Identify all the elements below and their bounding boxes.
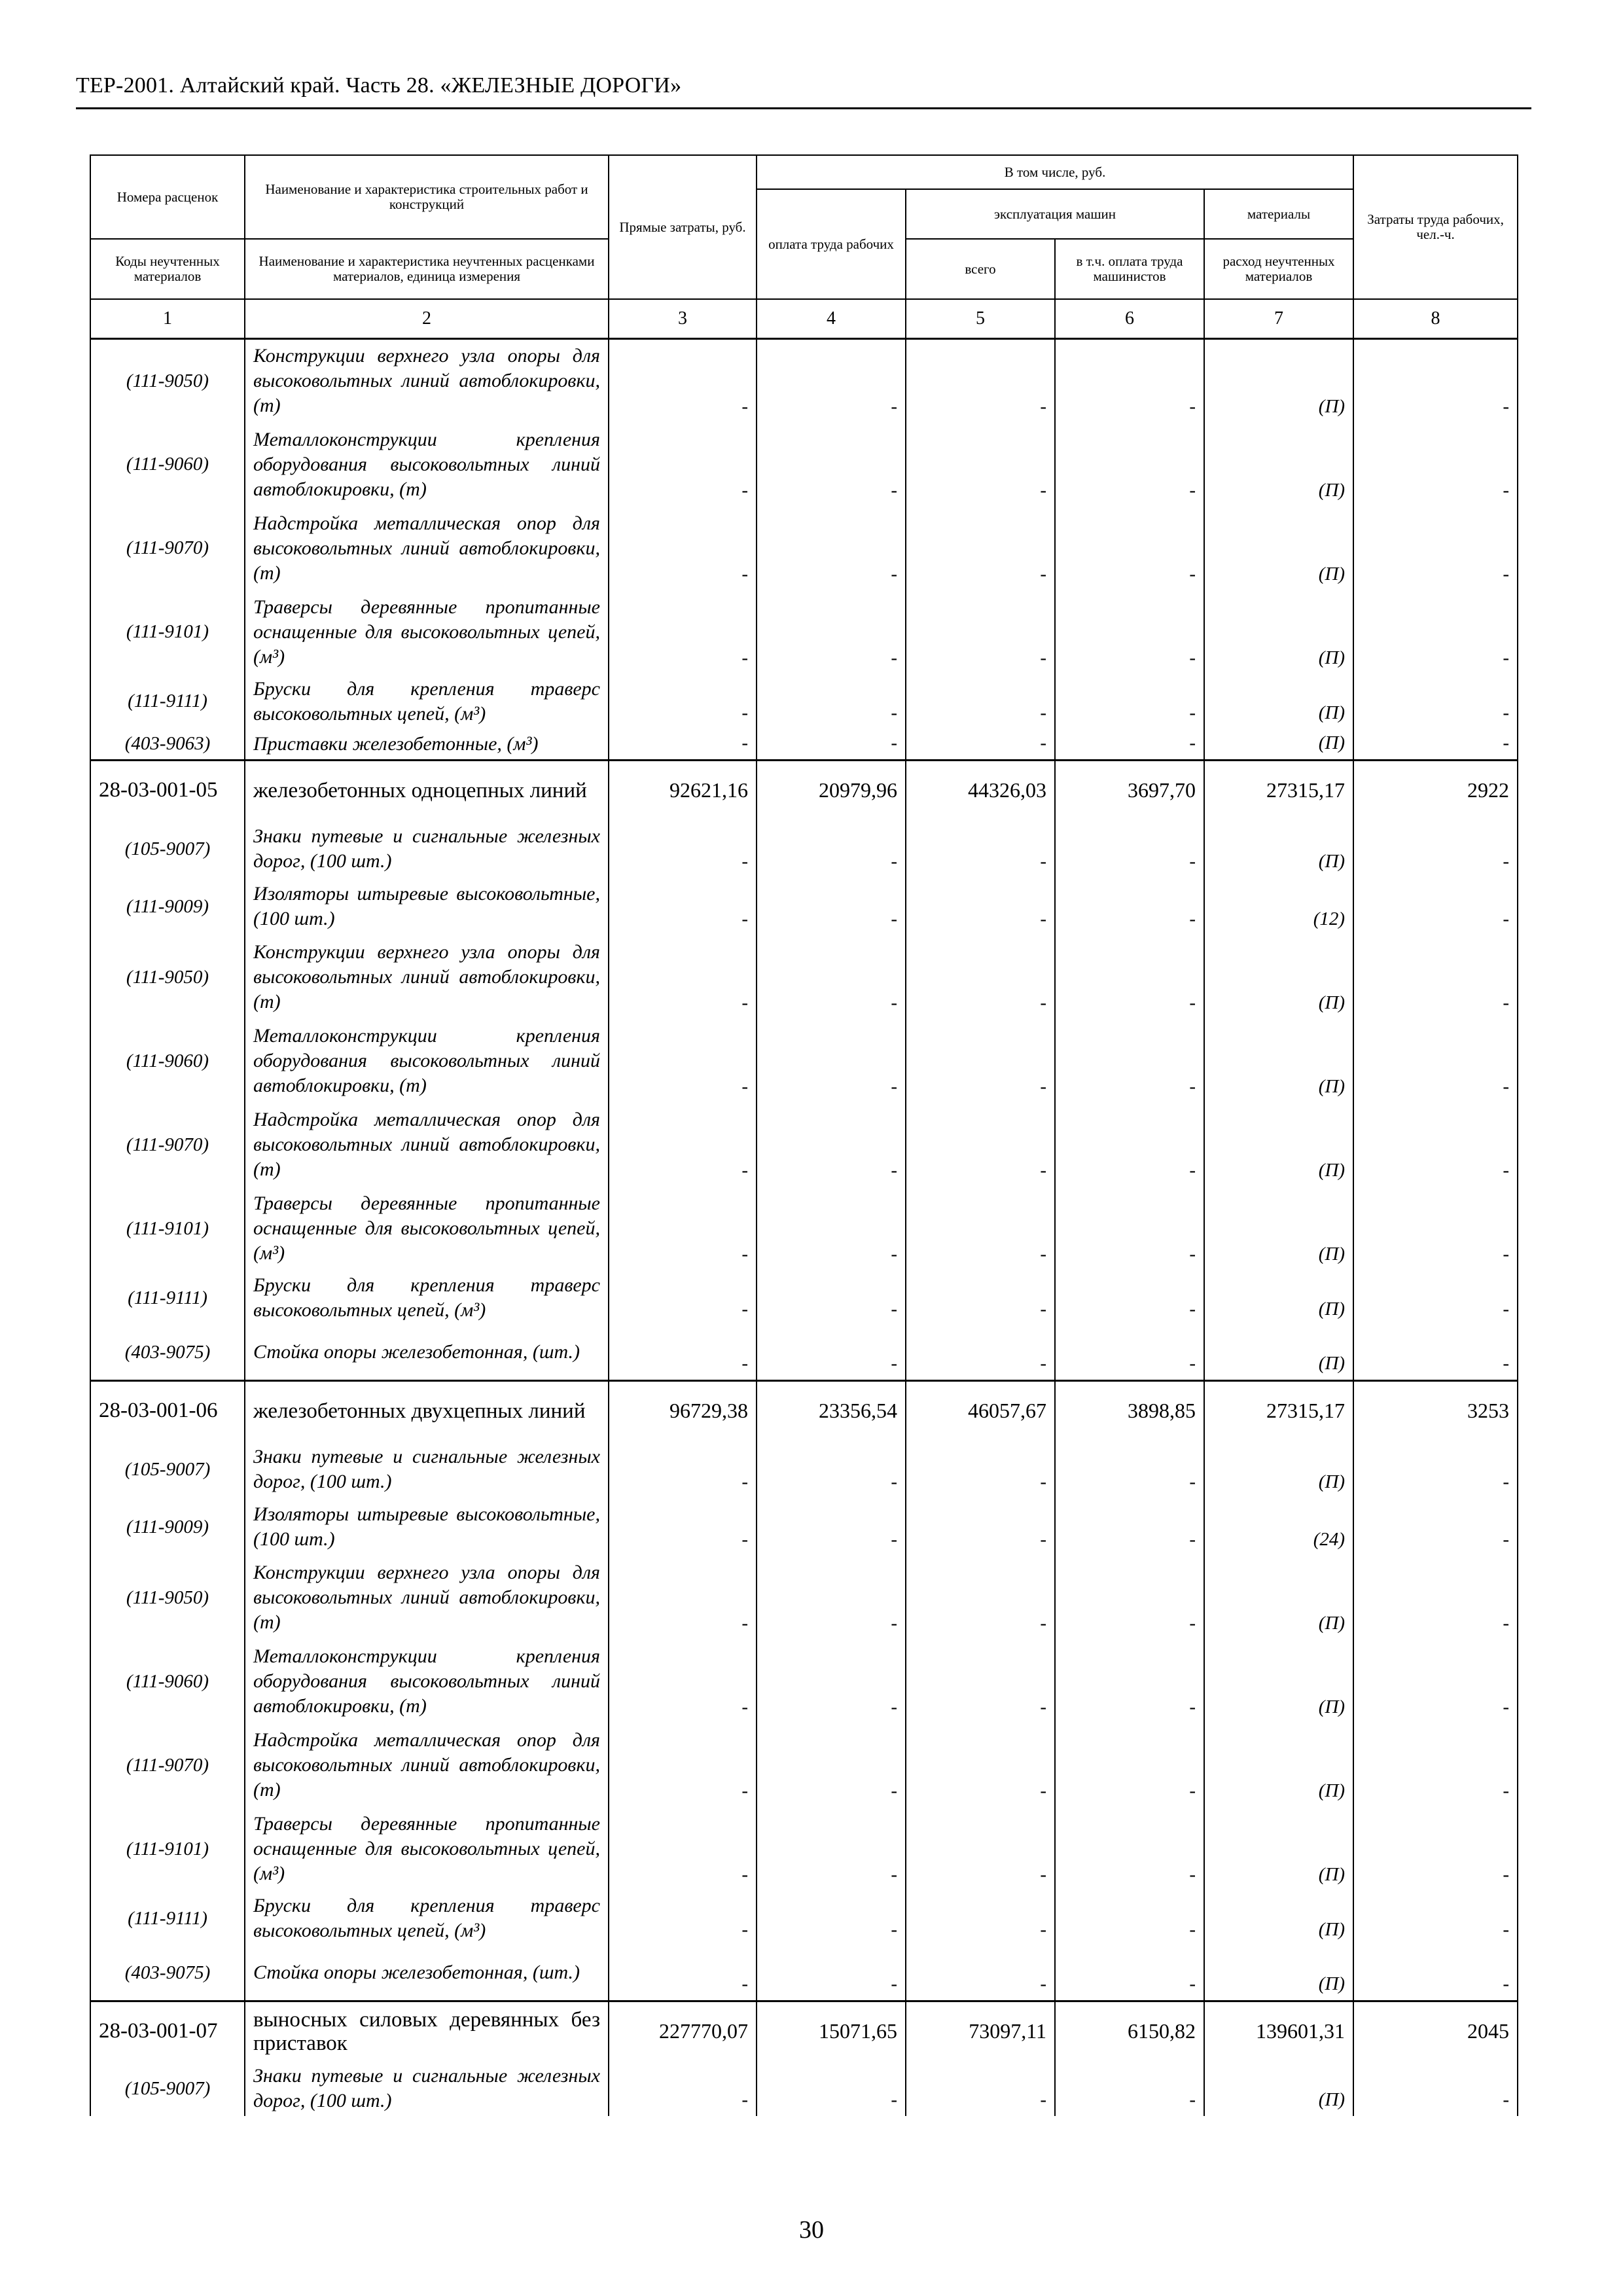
materials-value: (П) (1204, 507, 1353, 590)
labor-costs-value: - (1353, 1723, 1518, 1807)
materials-value: (П) (1204, 1187, 1353, 1270)
running-head: ТЕР-2001. Алтайский край. Часть 28. «ЖЕЛЕЗНЫЕ ДОРОГИ» (76, 73, 682, 98)
direct-costs-value: 96729,38 (609, 1380, 757, 1441)
machinist-pay-value: - (1055, 2061, 1204, 2116)
material-code: (111-9101) (90, 1187, 245, 1270)
labor-costs-value: - (1353, 1498, 1518, 1556)
material-row (90, 1556, 1518, 1640)
labor-costs-value: - (1353, 1187, 1518, 1270)
materials-value: (П) (1204, 1103, 1353, 1187)
machines-total-value: - (906, 1640, 1055, 1723)
material-code: (111-9050) (90, 935, 245, 1019)
materials-value: (П) (1204, 729, 1353, 761)
machines-total-value: - (906, 1556, 1055, 1640)
direct-costs-value: - (609, 674, 757, 729)
header-work-name: Наименование и характеристика строительных работ и конструкций (245, 155, 609, 239)
material-row (90, 878, 1518, 935)
worker-pay-value: - (757, 2061, 906, 2116)
direct-costs-value: 227770,07 (609, 2001, 757, 2061)
direct-costs-value: - (609, 1325, 757, 1380)
materials-value: (П) (1204, 1556, 1353, 1640)
direct-costs-value: - (609, 1723, 757, 1807)
material-code: (111-9060) (90, 1640, 245, 1723)
material-code: (105-9007) (90, 2061, 245, 2116)
machines-total-value: - (906, 1019, 1055, 1103)
header-machine-operation: эксплуатация машин (906, 189, 1204, 239)
machinist-pay-value: - (1055, 935, 1204, 1019)
material-row (90, 729, 1518, 761)
machines-total-value: - (906, 339, 1055, 423)
worker-pay-value: - (757, 1498, 906, 1556)
machinist-pay-value: - (1055, 1640, 1204, 1723)
column-number: 4 (757, 299, 906, 339)
materials-value: (П) (1204, 590, 1353, 674)
column-number: 1 (90, 299, 245, 339)
materials-value: (12) (1204, 878, 1353, 935)
rate-code: 28-03-001-06 (90, 1380, 245, 1441)
material-name: Стойка опоры железобетонная, (шт.) (245, 1325, 609, 1380)
machinist-pay-value: - (1055, 1019, 1204, 1103)
materials-value: (П) (1204, 1441, 1353, 1498)
materials-value: (П) (1204, 1807, 1353, 1891)
material-code: (111-9111) (90, 674, 245, 729)
labor-costs-value: - (1353, 820, 1518, 878)
material-name: Надстройка металлическая опор для высоковольтных линий автоблокировки, (т) (245, 1103, 609, 1187)
material-name: Бруски для крепления траверс высоковольтных цепей, (м³) (245, 674, 609, 729)
direct-costs-value: - (609, 820, 757, 878)
labor-costs-value: - (1353, 1270, 1518, 1325)
header-material-names: Наименование и характеристика неучтенных расценками материалов, единица измерения (245, 239, 609, 299)
material-row (90, 1187, 1518, 1270)
machines-total-value: - (906, 1187, 1055, 1270)
header-labor-costs: Затраты труда рабочих, чел.-ч. (1353, 155, 1518, 299)
direct-costs-value: - (609, 1441, 757, 1498)
material-name: Траверсы деревянные пропитанные оснащенные для высоковольтных цепей, (м³) (245, 590, 609, 674)
materials-value: (П) (1204, 1640, 1353, 1723)
material-name: Траверсы деревянные пропитанные оснащенные для высоковольтных цепей, (м³) (245, 1807, 609, 1891)
worker-pay-value: - (757, 423, 906, 507)
rate-row (90, 2001, 1518, 2061)
material-name: Изоляторы штыревые высоковольтные, (100 шт.) (245, 1498, 609, 1556)
direct-costs-value: 92621,16 (609, 760, 757, 820)
direct-costs-value: - (609, 1640, 757, 1723)
material-row (90, 1325, 1518, 1380)
machinist-pay-value: - (1055, 1103, 1204, 1187)
material-row (90, 1019, 1518, 1103)
materials-value: 27315,17 (1204, 1380, 1353, 1441)
materials-value: 139601,31 (1204, 2001, 1353, 2061)
direct-costs-value: - (609, 507, 757, 590)
material-code: (111-9009) (90, 878, 245, 935)
material-code: (105-9007) (90, 820, 245, 878)
materials-value: (П) (1204, 820, 1353, 878)
materials-value: (П) (1204, 339, 1353, 423)
machinist-pay-value: - (1055, 1498, 1204, 1556)
material-name: Конструкции верхнего узла опоры для высоковольтных линий автоблокировки, (т) (245, 935, 609, 1019)
worker-pay-value: - (757, 339, 906, 423)
machinist-pay-value: - (1055, 1723, 1204, 1807)
material-code: (111-9070) (90, 1103, 245, 1187)
rate-name: выносных силовых деревянных без приставок (245, 2001, 609, 2061)
material-name: Знаки путевые и сигнальные железных дорог, (100 шт.) (245, 2061, 609, 2116)
material-name: Изоляторы штыревые высоковольтные, (100 шт.) (245, 878, 609, 935)
header-rule (76, 107, 1531, 109)
material-name: Стойка опоры железобетонная, (шт.) (245, 1946, 609, 2001)
worker-pay-value: 20979,96 (757, 760, 906, 820)
material-name: Бруски для крепления траверс высоковольтных цепей, (м³) (245, 1270, 609, 1325)
machines-total-value: - (906, 1891, 1055, 1946)
labor-costs-value: - (1353, 1441, 1518, 1498)
machinist-pay-value: - (1055, 1270, 1204, 1325)
machines-total-value: - (906, 1498, 1055, 1556)
machines-total-value: - (906, 935, 1055, 1019)
direct-costs-value: - (609, 339, 757, 423)
material-name: Металлоконструкции крепления оборудования высоковольтных линий автоблокировки, (т) (245, 1019, 609, 1103)
direct-costs-value: - (609, 1103, 757, 1187)
material-name: Конструкции верхнего узла опоры для высоковольтных линий автоблокировки, (т) (245, 1556, 609, 1640)
labor-costs-value: - (1353, 2061, 1518, 2116)
material-code: (111-9111) (90, 1891, 245, 1946)
worker-pay-value: - (757, 507, 906, 590)
machinist-pay-value: 6150,82 (1055, 2001, 1204, 2061)
worker-pay-value: 15071,65 (757, 2001, 906, 2061)
material-row (90, 590, 1518, 674)
worker-pay-value: - (757, 1270, 906, 1325)
machines-total-value: - (906, 1325, 1055, 1380)
machines-total-value: - (906, 1270, 1055, 1325)
column-number: 7 (1204, 299, 1353, 339)
material-row (90, 1103, 1518, 1187)
labor-costs-value: 3253 (1353, 1380, 1518, 1441)
materials-value: (24) (1204, 1498, 1353, 1556)
worker-pay-value: - (757, 1556, 906, 1640)
labor-costs-value: 2045 (1353, 2001, 1518, 2061)
materials-value: (П) (1204, 674, 1353, 729)
materials-value: (П) (1204, 1325, 1353, 1380)
header-material-consumption: расход неучтенных материалов (1204, 239, 1353, 299)
rates-table (90, 154, 1518, 2116)
material-code: (111-9101) (90, 590, 245, 674)
material-row (90, 1946, 1518, 2001)
material-row (90, 339, 1518, 423)
worker-pay-value: - (757, 820, 906, 878)
machinist-pay-value: - (1055, 590, 1204, 674)
rate-row (90, 1380, 1518, 1441)
materials-value: (П) (1204, 1019, 1353, 1103)
machinist-pay-value: - (1055, 1325, 1204, 1380)
machines-total-value: - (906, 2061, 1055, 2116)
worker-pay-value: - (757, 1723, 906, 1807)
labor-costs-value: - (1353, 1946, 1518, 2001)
machines-total-value: - (906, 590, 1055, 674)
labor-costs-value: - (1353, 878, 1518, 935)
header-machines-total: всего (906, 239, 1055, 299)
material-code: (111-9050) (90, 339, 245, 423)
rate-row (90, 760, 1518, 820)
machinist-pay-value: - (1055, 820, 1204, 878)
machinist-pay-value: - (1055, 1441, 1204, 1498)
material-row (90, 1891, 1518, 1946)
direct-costs-value: - (609, 590, 757, 674)
machinist-pay-value: - (1055, 878, 1204, 935)
machinist-pay-value: 3898,85 (1055, 1380, 1204, 1441)
machinist-pay-value: - (1055, 1187, 1204, 1270)
material-name: Бруски для крепления траверс высоковольтных цепей, (м³) (245, 1891, 609, 1946)
machinist-pay-value: - (1055, 1807, 1204, 1891)
machinist-pay-value: - (1055, 339, 1204, 423)
labor-costs-value: - (1353, 507, 1518, 590)
labor-costs-value: - (1353, 1807, 1518, 1891)
labor-costs-value: - (1353, 1325, 1518, 1380)
worker-pay-value: - (757, 1187, 906, 1270)
material-row (90, 820, 1518, 878)
material-name: Металлоконструкции крепления оборудования высоковольтных линий автоблокировки, (т) (245, 423, 609, 507)
material-name: Приставки железобетонные, (м³) (245, 729, 609, 761)
direct-costs-value: - (609, 1556, 757, 1640)
labor-costs-value: - (1353, 1019, 1518, 1103)
labor-costs-value: - (1353, 674, 1518, 729)
material-name: Металлоконструкции крепления оборудования высоковольтных линий автоблокировки, (т) (245, 1640, 609, 1723)
direct-costs-value: - (609, 423, 757, 507)
materials-value: (П) (1204, 1946, 1353, 2001)
direct-costs-value: - (609, 1019, 757, 1103)
machines-total-value: - (906, 1946, 1055, 2001)
page-number: 30 (799, 2216, 824, 2244)
column-number: 8 (1353, 299, 1518, 339)
machinist-pay-value: - (1055, 507, 1204, 590)
column-number: 3 (609, 299, 757, 339)
material-row (90, 1270, 1518, 1325)
machinist-pay-value: 3697,70 (1055, 760, 1204, 820)
rate-code: 28-03-001-05 (90, 760, 245, 820)
worker-pay-value: - (757, 674, 906, 729)
material-row (90, 935, 1518, 1019)
column-number: 5 (906, 299, 1055, 339)
table-header (90, 155, 1518, 339)
labor-costs-value: - (1353, 339, 1518, 423)
labor-costs-value: - (1353, 1103, 1518, 1187)
material-name: Надстройка металлическая опор для высоковольтных линий автоблокировки, (т) (245, 1723, 609, 1807)
material-name: Знаки путевые и сигнальные железных дорог, (100 шт.) (245, 820, 609, 878)
machines-total-value: - (906, 674, 1055, 729)
worker-pay-value: - (757, 1103, 906, 1187)
material-code: (403-9075) (90, 1946, 245, 2001)
column-number: 6 (1055, 299, 1204, 339)
rate-code: 28-03-001-07 (90, 2001, 245, 2061)
labor-costs-value: - (1353, 1891, 1518, 1946)
material-name: Надстройка металлическая опор для высоковольтных линий автоблокировки, (т) (245, 507, 609, 590)
material-code: (403-9063) (90, 729, 245, 761)
material-row (90, 1640, 1518, 1723)
material-code: (111-9111) (90, 1270, 245, 1325)
labor-costs-value: - (1353, 1556, 1518, 1640)
worker-pay-value: - (757, 1325, 906, 1380)
labor-costs-value: - (1353, 423, 1518, 507)
header-machinist-pay: в т.ч. оплата труда машинистов (1055, 239, 1204, 299)
worker-pay-value: - (757, 878, 906, 935)
header-worker-pay: оплата труда рабочих (757, 189, 906, 299)
worker-pay-value: 23356,54 (757, 1380, 906, 1441)
direct-costs-value: - (609, 2061, 757, 2116)
material-row (90, 1441, 1518, 1498)
machinist-pay-value: - (1055, 674, 1204, 729)
worker-pay-value: - (757, 1891, 906, 1946)
direct-costs-value: - (609, 1946, 757, 2001)
material-row (90, 1498, 1518, 1556)
header-rate-numbers: Номера расценок (90, 155, 245, 239)
material-name: Конструкции верхнего узла опоры для высоковольтных линий автоблокировки, (т) (245, 339, 609, 423)
material-row (90, 674, 1518, 729)
material-row (90, 423, 1518, 507)
worker-pay-value: - (757, 1640, 906, 1723)
machines-total-value: - (906, 507, 1055, 590)
labor-costs-value: - (1353, 1640, 1518, 1723)
material-code: (403-9075) (90, 1325, 245, 1380)
materials-value: (П) (1204, 935, 1353, 1019)
material-code: (111-9009) (90, 1498, 245, 1556)
worker-pay-value: - (757, 1946, 906, 2001)
machines-total-value: 73097,11 (906, 2001, 1055, 2061)
direct-costs-value: - (609, 729, 757, 761)
labor-costs-value: - (1353, 590, 1518, 674)
machines-total-value: 46057,67 (906, 1380, 1055, 1441)
machines-total-value: 44326,03 (906, 760, 1055, 820)
direct-costs-value: - (609, 1498, 757, 1556)
direct-costs-value: - (609, 1187, 757, 1270)
materials-value: (П) (1204, 2061, 1353, 2116)
material-code: (111-9060) (90, 423, 245, 507)
material-row (90, 1807, 1518, 1891)
table-body (90, 339, 1518, 2117)
materials-value: (П) (1204, 423, 1353, 507)
labor-costs-value: 2922 (1353, 760, 1518, 820)
machinist-pay-value: - (1055, 729, 1204, 761)
machines-total-value: - (906, 729, 1055, 761)
materials-value: (П) (1204, 1891, 1353, 1946)
direct-costs-value: - (609, 935, 757, 1019)
rate-name: железобетонных одноцепных линий (245, 760, 609, 820)
worker-pay-value: - (757, 1441, 906, 1498)
machinist-pay-value: - (1055, 1556, 1204, 1640)
machines-total-value: - (906, 1441, 1055, 1498)
material-name: Траверсы деревянные пропитанные оснащенные для высоковольтных цепей, (м³) (245, 1187, 609, 1270)
labor-costs-value: - (1353, 935, 1518, 1019)
machinist-pay-value: - (1055, 1891, 1204, 1946)
direct-costs-value: - (609, 1807, 757, 1891)
header-including: В том числе, руб. (757, 155, 1353, 189)
material-code: (111-9050) (90, 1556, 245, 1640)
material-row (90, 507, 1518, 590)
material-row (90, 2061, 1518, 2116)
machines-total-value: - (906, 1103, 1055, 1187)
worker-pay-value: - (757, 590, 906, 674)
material-code: (111-9070) (90, 507, 245, 590)
material-code: (111-9060) (90, 1019, 245, 1103)
material-code: (111-9101) (90, 1807, 245, 1891)
rate-name: железобетонных двухцепных линий (245, 1380, 609, 1441)
column-number: 2 (245, 299, 609, 339)
worker-pay-value: - (757, 1807, 906, 1891)
machinist-pay-value: - (1055, 1946, 1204, 2001)
machines-total-value: - (906, 820, 1055, 878)
material-name: Знаки путевые и сигнальные железных дорог, (100 шт.) (245, 1441, 609, 1498)
column-numbers-row (90, 299, 1518, 339)
materials-value: (П) (1204, 1723, 1353, 1807)
material-row (90, 1723, 1518, 1807)
header-direct-costs: Прямые затраты, руб. (609, 155, 757, 299)
machines-total-value: - (906, 1723, 1055, 1807)
direct-costs-value: - (609, 1891, 757, 1946)
header-materials: материалы (1204, 189, 1353, 239)
material-code: (111-9070) (90, 1723, 245, 1807)
worker-pay-value: - (757, 1019, 906, 1103)
materials-value: 27315,17 (1204, 760, 1353, 820)
materials-value: (П) (1204, 1270, 1353, 1325)
material-code: (105-9007) (90, 1441, 245, 1498)
machines-total-value: - (906, 1807, 1055, 1891)
labor-costs-value: - (1353, 729, 1518, 761)
machines-total-value: - (906, 423, 1055, 507)
worker-pay-value: - (757, 935, 906, 1019)
machinist-pay-value: - (1055, 423, 1204, 507)
direct-costs-value: - (609, 1270, 757, 1325)
worker-pay-value: - (757, 729, 906, 761)
direct-costs-value: - (609, 878, 757, 935)
header-material-codes: Коды неучтенных материалов (90, 239, 245, 299)
machines-total-value: - (906, 878, 1055, 935)
